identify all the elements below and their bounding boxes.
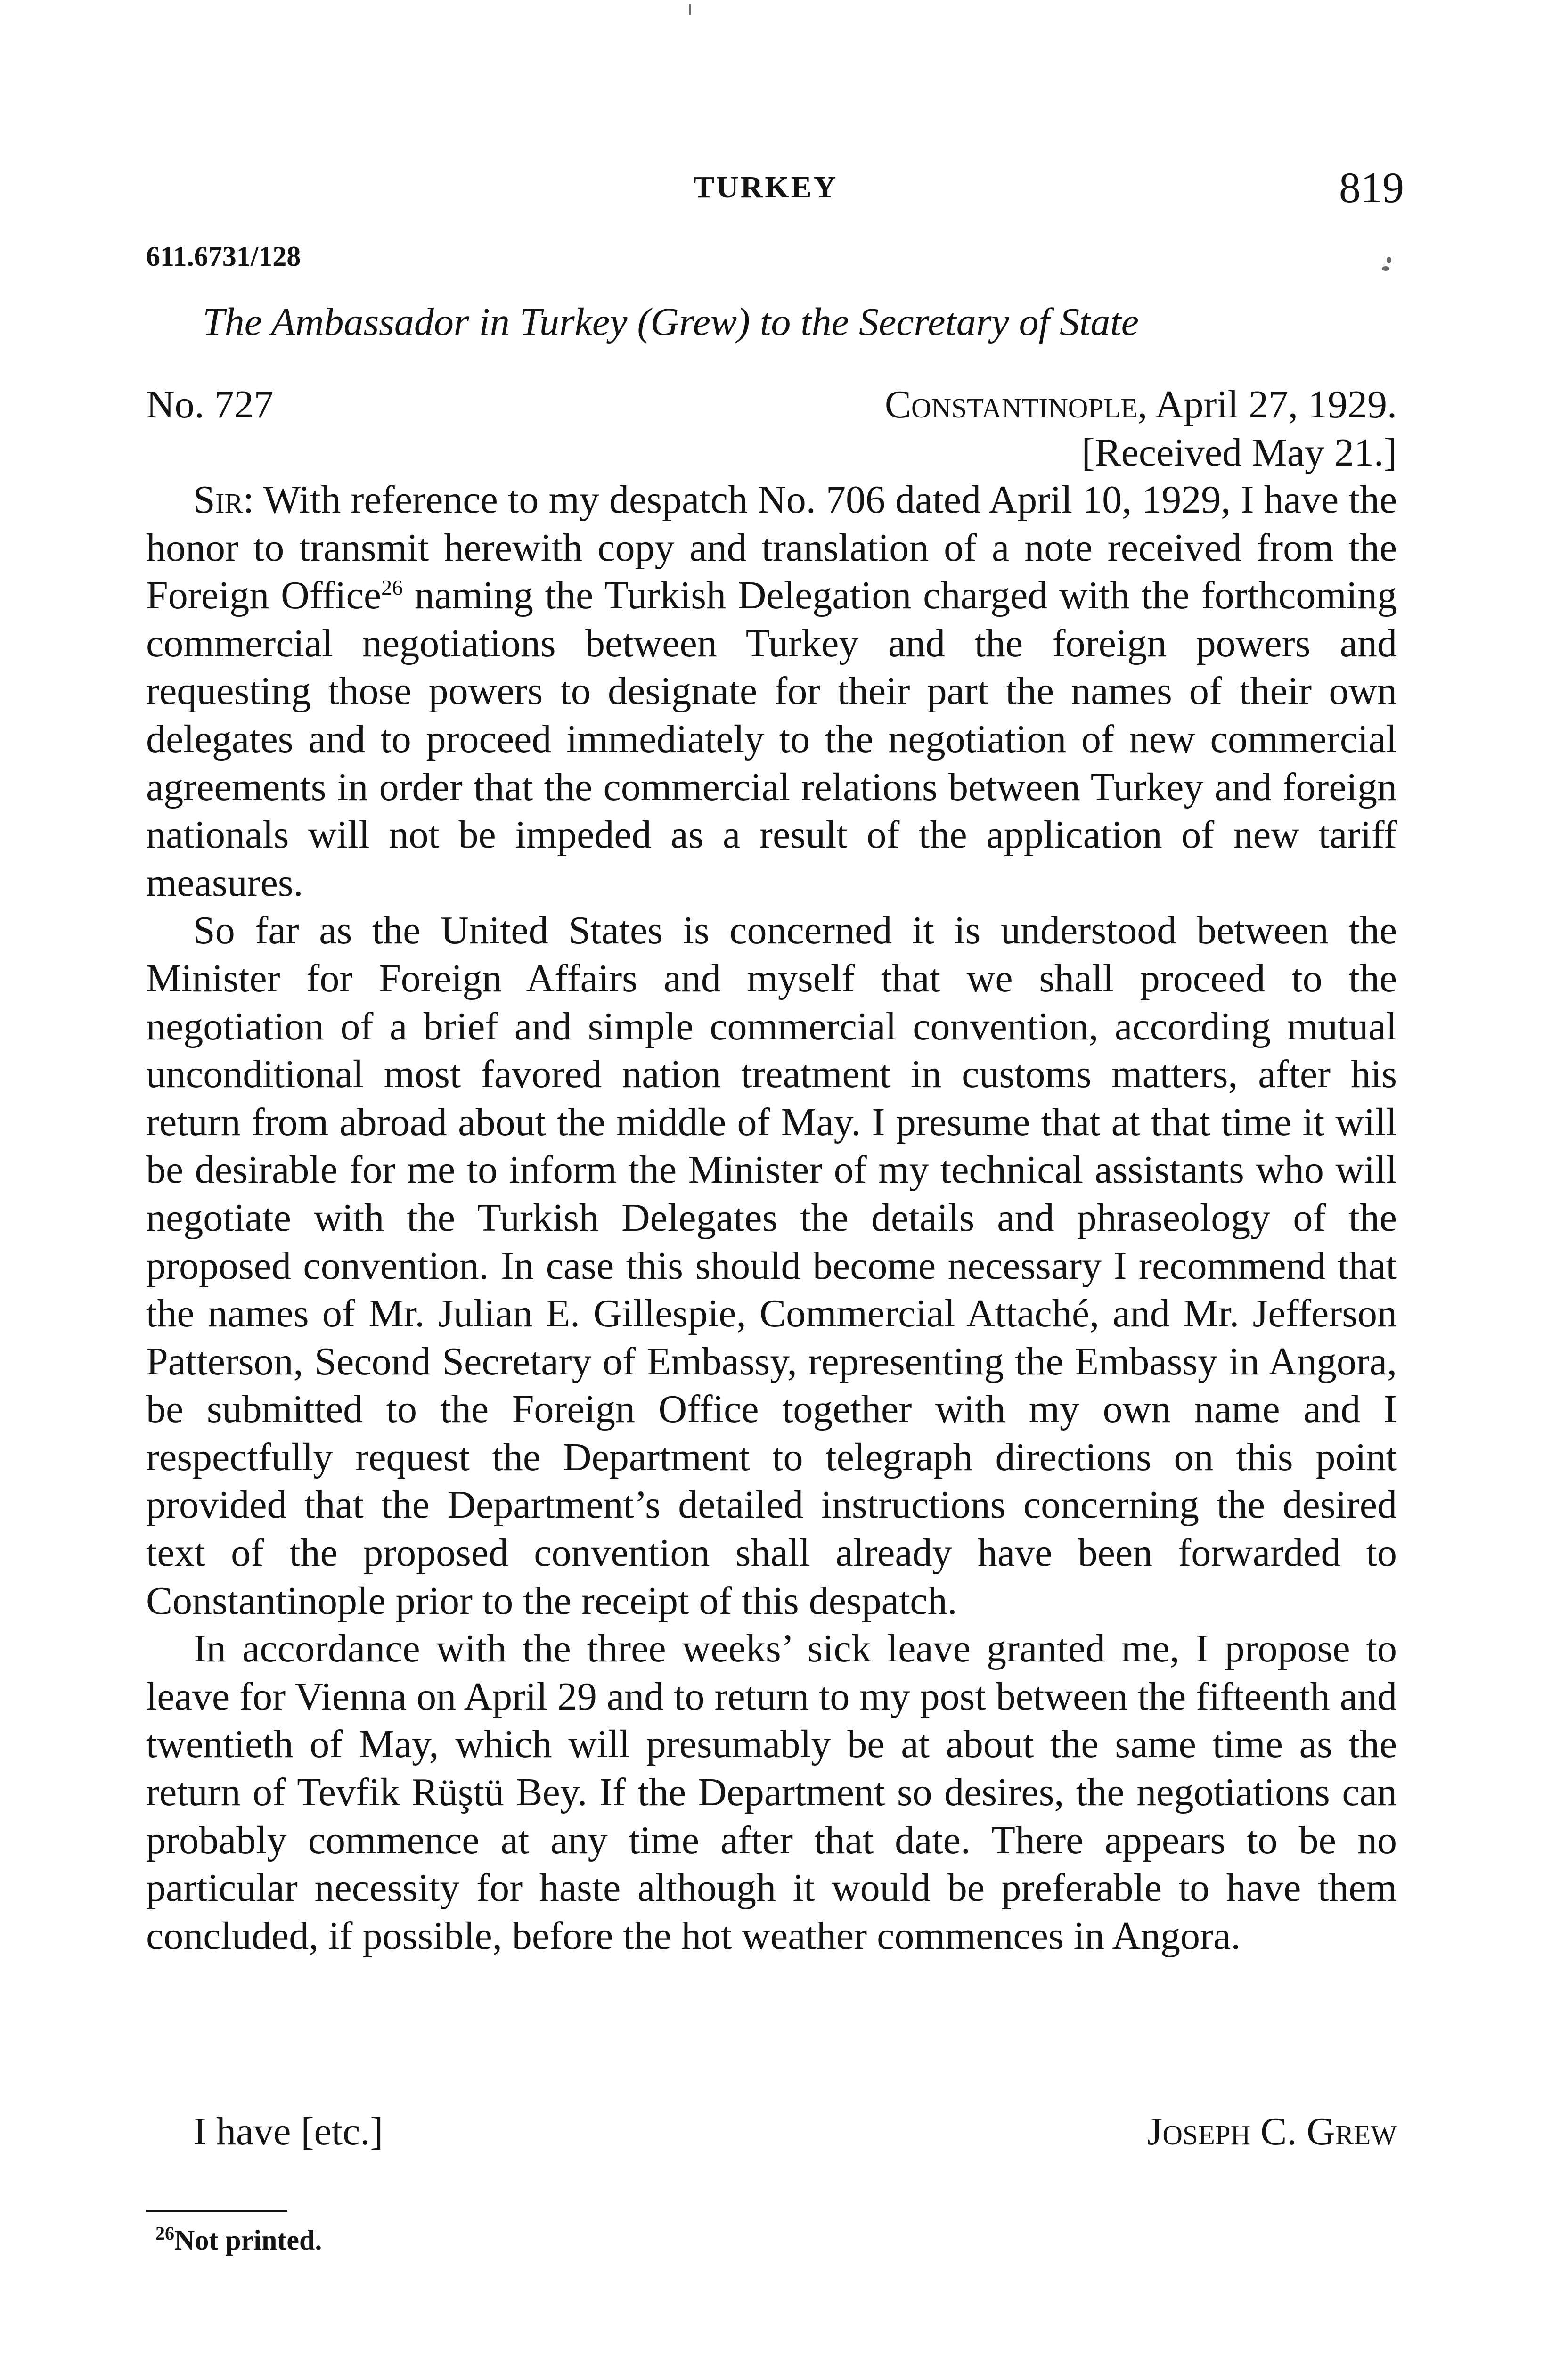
closing: I have [etc.] [193, 2110, 384, 2153]
scan-speck [689, 4, 691, 15]
footnote [155, 2224, 322, 2257]
footnote-divider [146, 2210, 287, 2212]
page-number: 819 [1339, 164, 1404, 212]
scan-speck [1382, 266, 1389, 271]
file-number: 611.6731/128 [146, 241, 301, 272]
document-title [203, 299, 1139, 345]
signature: Joseph C. Grew [1147, 2110, 1397, 2153]
received-date: [Received May 21.] [1081, 431, 1397, 474]
paragraph-1-text-a: : With reference to my despatch No. 706 dated April 10, 1929, I have the honor to transmit herewith copy and translation of a note received from the Foreign Office [146, 478, 1397, 618]
place: Constantinople [884, 383, 1138, 426]
date: , April 27, 1929. [1137, 383, 1397, 426]
title-part-2: ) to the Secretary of State [737, 300, 1139, 344]
paragraph-3: In accordance with the three weeks’ sick leave granted me, I propose to leave for Vienna on April 29 and to return to my post between the fifteenth and twentieth of May, which will presumably be at about the same time as the return of Tevfik Rüştü Bey. If the Department so desires, the negotiations can probably commence at any time after that date. There appears to be no particular necessity for haste although it would be preferable to have them concluded, if possible, before the hot weather commences in Angora. [146, 1627, 1397, 1958]
title-name: Grew [650, 300, 737, 344]
despatch-number: No. 727 [146, 383, 274, 426]
title-part-1: The Ambassador in Turkey ( [203, 300, 651, 344]
footnote-text: Not printed. [174, 2225, 322, 2256]
letter-body [146, 476, 1397, 1960]
running-head: TURKEY [694, 170, 838, 205]
paragraph-1 [146, 476, 1397, 907]
footnote-reference: 26 [381, 575, 403, 600]
salutation: Sir [193, 478, 243, 522]
paragraph-2: So far as the United States is concerned it is understood between the Minister for Foreign Affairs and myself that we shall proceed to the negotiation of a brief and simple commercial convention, according mutual unconditional most favored nation treatment in customs matters, after his return from abroad about the middle of May. I presume that at that time it will be desirable for me to inform the Minister of my technical assistants who will negotiate with the Turkish Delegates the details and phraseology of the proposed convention. In case this should become necessary I recommend that the names of Mr. Julian E. Gillespie, Commercial Attaché, and Mr. Jefferson Patterson, Second Secretary of Embassy, representing the Embassy in Angora, be submitted to the Foreign Office together with my own name and I respectfully request the Department to telegraph directions on this point provided that the Department’s detailed instructions concerning the desired text of the proposed convention shall already have been forwarded to Constantinople prior to the receipt of this despatch. [146, 908, 1397, 1623]
closing-row [193, 2109, 1397, 2154]
footnote-marker: 26 [155, 2223, 174, 2244]
scan-speck [1387, 257, 1391, 263]
paragraph-1-text-b: naming the Turkish Delegation charged with the forthcoming commercial negotiations between Turkey and the foreign powers and requesting those powers to designate for their part the names of their own delegates and to proceed immediately to the negotiation of new commercial agreements in order that the commercial relations between Turkey and foreign nationals will not be impeded as a result of the application of new tariff measures. [146, 573, 1397, 905]
place-and-date [885, 382, 1397, 427]
